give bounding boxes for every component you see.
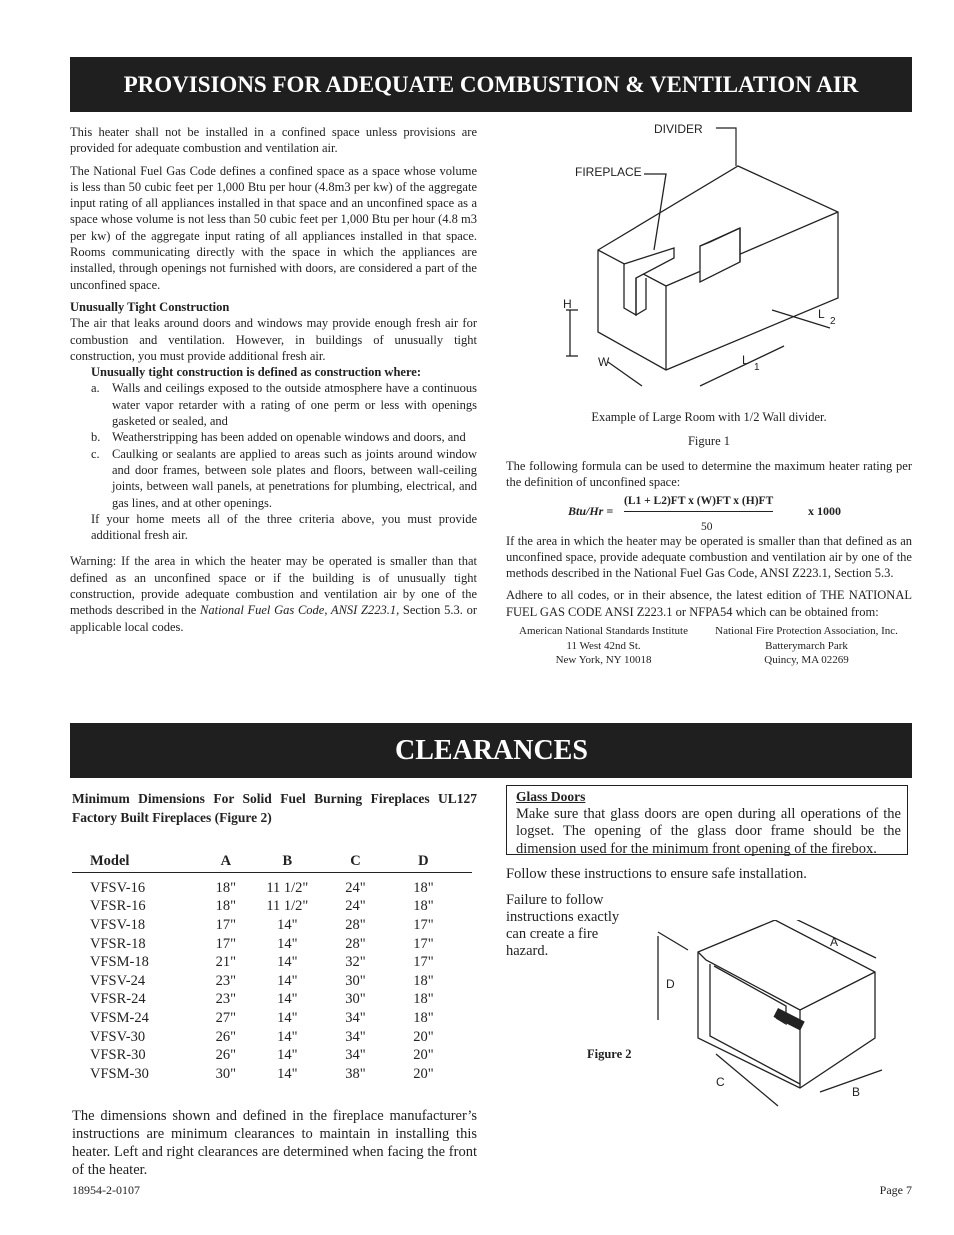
page-number: Page 7	[879, 1183, 912, 1197]
column-header: D	[418, 852, 429, 869]
height-label: H	[563, 297, 572, 311]
dimension-cell: 18"	[215, 898, 237, 915]
model-cell: VFSR-18	[90, 935, 146, 952]
table-row	[72, 1065, 472, 1084]
dimension-cell: 14"	[277, 1065, 298, 1082]
dimension-cell: 14"	[277, 954, 298, 971]
criteria-list	[70, 380, 477, 510]
section-heading-combustion: PROVISIONS FOR ADEQUATE COMBUSTION & VENTILATION AIR	[70, 57, 912, 112]
follow-instructions-text: Follow these instructions to ensure safe installation.	[506, 866, 807, 882]
length2-subscript: 2	[830, 316, 836, 327]
figure-1-label: Figure 1	[687, 434, 730, 449]
dimension-cell: 24"	[345, 879, 366, 896]
dimension-cell: 11 1/2"	[266, 879, 309, 896]
dimension-cell: 17"	[413, 954, 434, 971]
dimension-cell: 32"	[345, 954, 366, 971]
paragraph-confined-space: This heater shall not be installed in a confined space unless provisions are provided for adequate combustion and ventilation air.	[70, 125, 477, 156]
length2-label: L	[818, 307, 825, 321]
formula	[506, 493, 912, 533]
org-nfpa: National Fire Protection Association, Inc.	[715, 625, 898, 638]
paragraph-adhere: Adhere to all codes, or in their absence, the latest edition of THE NATIONAL FUEL GAS CODE ANSI Z223.1 or NFPA54 which can be obtained from:	[506, 588, 912, 619]
figure-2-clearance-diagram	[650, 920, 890, 1120]
paragraph-area: If the area in which the heater may be operated is smaller than that defined as an unconfined space, provide adequate combustion and ventilation air by one of the methods described in the National Fuel Gas Code, ANSI Z223.1, Section 5.3.	[506, 533, 912, 581]
table-row	[72, 898, 472, 917]
paragraph-warning: Warning: If the area in which the heater may be operated is smaller than that defined as an unconfined space or if the building is of unusually tight construction, provide adequate combustion and ventilation air by one of the methods described in the National Fuel Gas Code, ANSI Z223.1, Section 5.3. or applicable local codes.	[70, 554, 477, 634]
column-header: C	[350, 852, 361, 869]
formula-multiplier: x 1000	[808, 503, 841, 518]
section-heading-clearances: CLEARANCES	[70, 723, 912, 778]
city-nfpa: Quincy, MA 02269	[764, 654, 849, 667]
model-cell: VFSV-30	[90, 1028, 146, 1045]
model-cell: VFSR-24	[90, 991, 146, 1008]
dimension-cell: 14"	[277, 991, 298, 1008]
dimension-cell: 14"	[277, 916, 298, 933]
model-cell: VFSV-16	[90, 879, 146, 896]
dimension-cell: 27"	[215, 1009, 237, 1026]
document-number: 18954-2-0107	[72, 1183, 140, 1197]
dimension-cell: 20"	[413, 1028, 434, 1045]
list-item: a. Walls and ceilings exposed to the outside atmosphere have a continuous water vapor retarder with a rating of one perm or less with openings gasketed or sealed, and	[91, 381, 477, 429]
dimension-cell: 30"	[215, 1065, 237, 1082]
left-column	[70, 124, 477, 641]
figure-2-label: Figure 2	[587, 1047, 632, 1061]
table-row	[72, 935, 472, 954]
clearances-table-title: Minimum Dimensions For Solid Fuel Burning Fireplaces UL127 Factory Built Fireplaces (Figure 2)	[72, 791, 477, 825]
tight-construction-definition: Unusually tight construction is defined as construction where:	[91, 365, 421, 380]
model-cell: VFSR-30	[90, 1047, 146, 1064]
paragraph-formula-intro: The following formula can be used to determine the maximum heater rating per the definition of unconfined space:	[506, 459, 912, 490]
dimension-cell: 17"	[413, 935, 434, 952]
paragraph-tight-construction: The air that leaks around doors and windows may provide enough fresh air for combustion and ventilation. However, in buildings of unusually tight construction, you must provide additional fresh air.	[70, 316, 477, 363]
dimension-cell: 18"	[413, 991, 434, 1008]
dimension-cell: 17"	[215, 935, 237, 952]
width-label: W	[598, 355, 610, 369]
fire-hazard-warning: Failure to follow instructions exactly can create a fire hazard.	[506, 892, 620, 959]
model-cell: VFSM-18	[90, 954, 149, 971]
dimension-cell: 18"	[215, 879, 237, 896]
table-row	[72, 1028, 472, 1047]
dimension-cell: 26"	[215, 1047, 237, 1064]
model-cell: VFSR-16	[90, 898, 146, 915]
figure-1-room-diagram	[540, 118, 840, 388]
paragraph-dimensions-note: The dimensions shown and defined in the fireplace manufacturer’s instructions are minimum clearances to maintain in installing this heater. Left and right clearances are determined when facing the front of the heater.	[72, 1108, 477, 1178]
city-ansi: New York, NY 10018	[555, 654, 652, 667]
table-row	[72, 953, 472, 972]
dimension-cell: 21"	[215, 954, 237, 971]
tight-construction-heading: Unusually Tight Construction	[70, 299, 230, 314]
address-table	[506, 624, 912, 668]
dimension-cell: 30"	[345, 972, 366, 989]
dimension-cell: 14"	[277, 972, 298, 989]
dimension-cell: 20"	[413, 1065, 434, 1082]
model-cell: VFSM-30	[90, 1065, 149, 1082]
dimension-b-label: B	[852, 1085, 861, 1099]
figure-1-caption: Example of Large Room with 1/2 Wall divider.	[591, 410, 827, 424]
length1-subscript: 1	[754, 362, 760, 373]
dimension-cell: 11 1/2"	[266, 898, 309, 915]
dimension-cell: 23"	[215, 972, 237, 989]
dimension-cell: 24"	[345, 898, 366, 915]
formula-numerator: (L1 + L2)FT x (W)FT x (H)FT	[624, 493, 773, 512]
dimension-cell: 20"	[413, 1047, 434, 1064]
glass-doors-title: Glass Doors	[516, 789, 586, 804]
dimension-cell: 18"	[413, 1009, 434, 1026]
dimension-cell: 14"	[277, 1028, 298, 1045]
street-ansi: 11 West 42nd St.	[566, 639, 641, 652]
formula-lhs: Btu/Hr =	[568, 503, 614, 518]
list-item: c. Caulking or sealants are applied to areas such as joints around window and door frames, between sole plates and floors, between wall-ceiling joints, between wall panels, at penetrations for plumbing, electrical, and gas lines, and at other openings.	[91, 446, 477, 510]
dimension-a-label: A	[830, 935, 839, 949]
table-row	[72, 1009, 472, 1028]
dimension-cell: 34"	[345, 1009, 366, 1026]
formula-denominator: 50	[701, 520, 713, 533]
paragraph-criteria: If your home meets all of the three criteria above, you must provide additional fresh air.	[91, 511, 477, 543]
divider-label: DIVIDER	[654, 122, 703, 136]
dimension-cell: 17"	[413, 916, 434, 933]
table-row	[72, 972, 472, 991]
clearance-dimensions-table	[72, 850, 472, 1084]
paragraph-definition: The National Fuel Gas Code defines a confined space as a space whose volume is less than 50 cubic feet per 1,000 Btu per hour (4.8m3 per kw) of the aggregate input rating of all appliances installed in that space and an unconfined space as a space whose volume is not less than 50 cubic feet per 1,000 Btu per hour (4.8 m3 per kw) of the aggregate input rating of all appliances installed in that space. Rooms communicating directly with the space in which the appliances are installed, through openings not furnished with doors, are considered a part of the unconfined space.	[70, 163, 477, 292]
dimension-d-label: D	[666, 977, 675, 991]
model-cell: VFSM-24	[90, 1009, 149, 1026]
dimension-cell: 14"	[277, 1009, 298, 1026]
table-header-row	[72, 850, 472, 873]
dimension-cell: 38"	[345, 1065, 366, 1082]
dimension-cell: 23"	[215, 991, 237, 1008]
fireplace-label: FIREPLACE	[575, 165, 642, 179]
column-header: B	[282, 852, 293, 869]
street-nfpa: Batterymarch Park	[765, 639, 848, 652]
column-header: A	[220, 852, 232, 869]
list-item: b. Weatherstripping has been added on openable windows and doors, and	[91, 430, 466, 445]
dimension-cell: 14"	[277, 1047, 298, 1064]
dimension-cell: 18"	[413, 972, 434, 989]
glass-doors-text: Make sure that glass doors are open during all operations of the logset. The opening of the glass door frame should be the dimension used for the minimum front opening of the firebox.	[516, 805, 901, 857]
table-row	[72, 1046, 472, 1065]
dimension-cell: 14"	[277, 935, 298, 952]
dimension-cell: 30"	[345, 991, 366, 1008]
length1-label: L	[742, 353, 749, 367]
dimension-cell: 34"	[345, 1047, 366, 1064]
dimension-cell: 26"	[215, 1028, 237, 1045]
table-row	[72, 991, 472, 1010]
dimension-cell: 34"	[345, 1028, 366, 1045]
model-cell: VFSV-18	[90, 916, 146, 933]
org-ansi: American National Standards Institute	[519, 625, 688, 638]
dimension-cell: 28"	[345, 935, 366, 952]
table-row	[72, 873, 472, 898]
dimension-cell: 18"	[413, 879, 434, 896]
dimension-cell: 28"	[345, 916, 366, 933]
dimension-c-label: C	[716, 1075, 725, 1089]
column-header: Model	[90, 852, 130, 869]
table-row	[72, 916, 472, 935]
right-column	[506, 458, 912, 668]
dimension-cell: 18"	[413, 898, 434, 915]
dimension-cell: 17"	[215, 916, 237, 933]
glass-doors-notice	[506, 785, 908, 855]
model-cell: VFSV-24	[90, 972, 146, 989]
